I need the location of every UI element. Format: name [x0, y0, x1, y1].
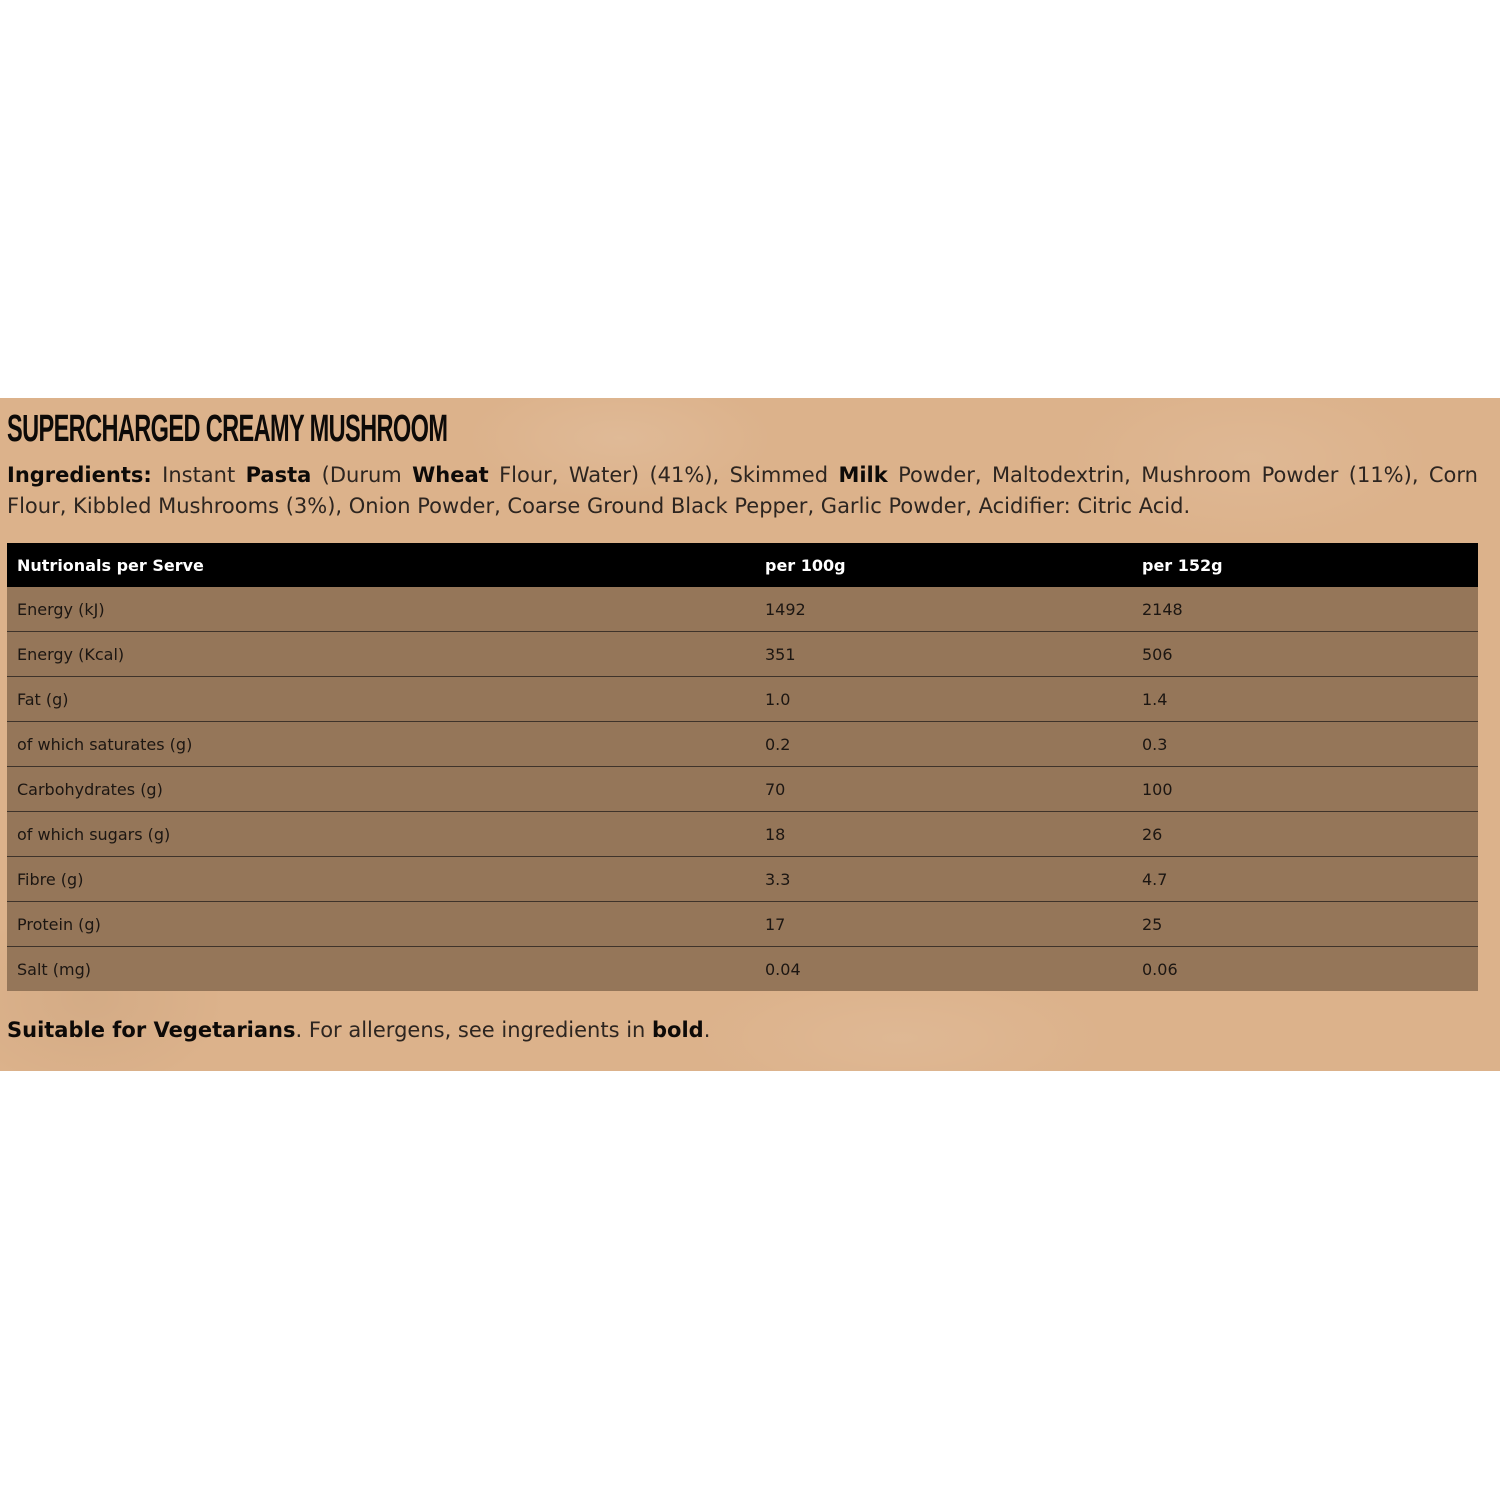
table-row	[7, 947, 1478, 992]
value-per-serve: 100	[1132, 767, 1478, 812]
ingredients-label: Ingredients:	[7, 463, 152, 487]
ingredients-segment: Instant	[151, 463, 246, 487]
nutrient-name: Fibre (g)	[7, 857, 755, 902]
nutrient-name: Protein (g)	[7, 902, 755, 947]
value-per-100g: 351	[755, 632, 1132, 677]
value-per-serve: 506	[1132, 632, 1478, 677]
product-info-panel	[0, 398, 1500, 1071]
value-per-100g: 1492	[755, 587, 1132, 632]
value-per-serve: 2148	[1132, 587, 1478, 632]
header-per-serve: per 152g	[1132, 543, 1478, 587]
ingredients-segment: Flour, Water) (41%), Skimmed	[488, 463, 839, 487]
footnote-segment: .	[703, 1018, 711, 1042]
header-per-100g: per 100g	[755, 543, 1132, 587]
value-per-serve: 4.7	[1132, 857, 1478, 902]
table-row	[7, 812, 1478, 857]
table-row	[7, 587, 1478, 632]
table-row	[7, 632, 1478, 677]
value-per-100g: 70	[755, 767, 1132, 812]
table-row	[7, 767, 1478, 812]
value-per-100g: 1.0	[755, 677, 1132, 722]
footnote-segment: . For allergens, see ingredients in	[295, 1018, 653, 1042]
value-per-100g: 0.04	[755, 947, 1132, 992]
table-row	[7, 902, 1478, 947]
value-per-serve: 0.3	[1132, 722, 1478, 767]
product-title: SUPERCHARGED CREAMY MUSHROOM	[7, 408, 448, 450]
allergen-wheat: Wheat	[412, 463, 489, 487]
table-row	[7, 857, 1478, 902]
ingredients-text	[7, 460, 1478, 522]
table-row	[7, 677, 1478, 722]
value-per-serve: 25	[1132, 902, 1478, 947]
table-row	[7, 722, 1478, 767]
allergen-pasta: Pasta	[245, 463, 312, 487]
nutrient-name: Carbohydrates (g)	[7, 767, 755, 812]
nutrient-name: Fat (g)	[7, 677, 755, 722]
value-per-100g: 0.2	[755, 722, 1132, 767]
nutrition-table	[7, 543, 1478, 991]
nutrient-name: of which sugars (g)	[7, 812, 755, 857]
nutrition-header-row	[7, 543, 1478, 587]
value-per-serve: 0.06	[1132, 947, 1478, 992]
ingredients-segment: Powder, Maltodextrin, Mushroom Powder (11%), Corn Flour, Kibbled Mushrooms (3%), Onion Powder, Coarse Ground Black Pepper, Garlic Powder, Acidifier: Citric Acid.	[7, 463, 1478, 518]
ingredients-segment: (Durum	[311, 463, 413, 487]
value-per-100g: 3.3	[755, 857, 1132, 902]
footnote-bold-word: bold	[652, 1018, 704, 1042]
nutrient-name: Energy (kJ)	[7, 587, 755, 632]
value-per-100g: 18	[755, 812, 1132, 857]
header-nutrient: Nutrionals per Serve	[7, 543, 755, 587]
nutrient-name: of which saturates (g)	[7, 722, 755, 767]
value-per-100g: 17	[755, 902, 1132, 947]
vegetarian-label: Suitable for Vegetarians	[7, 1018, 296, 1042]
value-per-serve: 26	[1132, 812, 1478, 857]
allergen-milk: Milk	[838, 463, 888, 487]
nutrient-name: Salt (mg)	[7, 947, 755, 992]
nutrient-name: Energy (Kcal)	[7, 632, 755, 677]
vegetarian-note	[7, 1018, 710, 1042]
value-per-serve: 1.4	[1132, 677, 1478, 722]
